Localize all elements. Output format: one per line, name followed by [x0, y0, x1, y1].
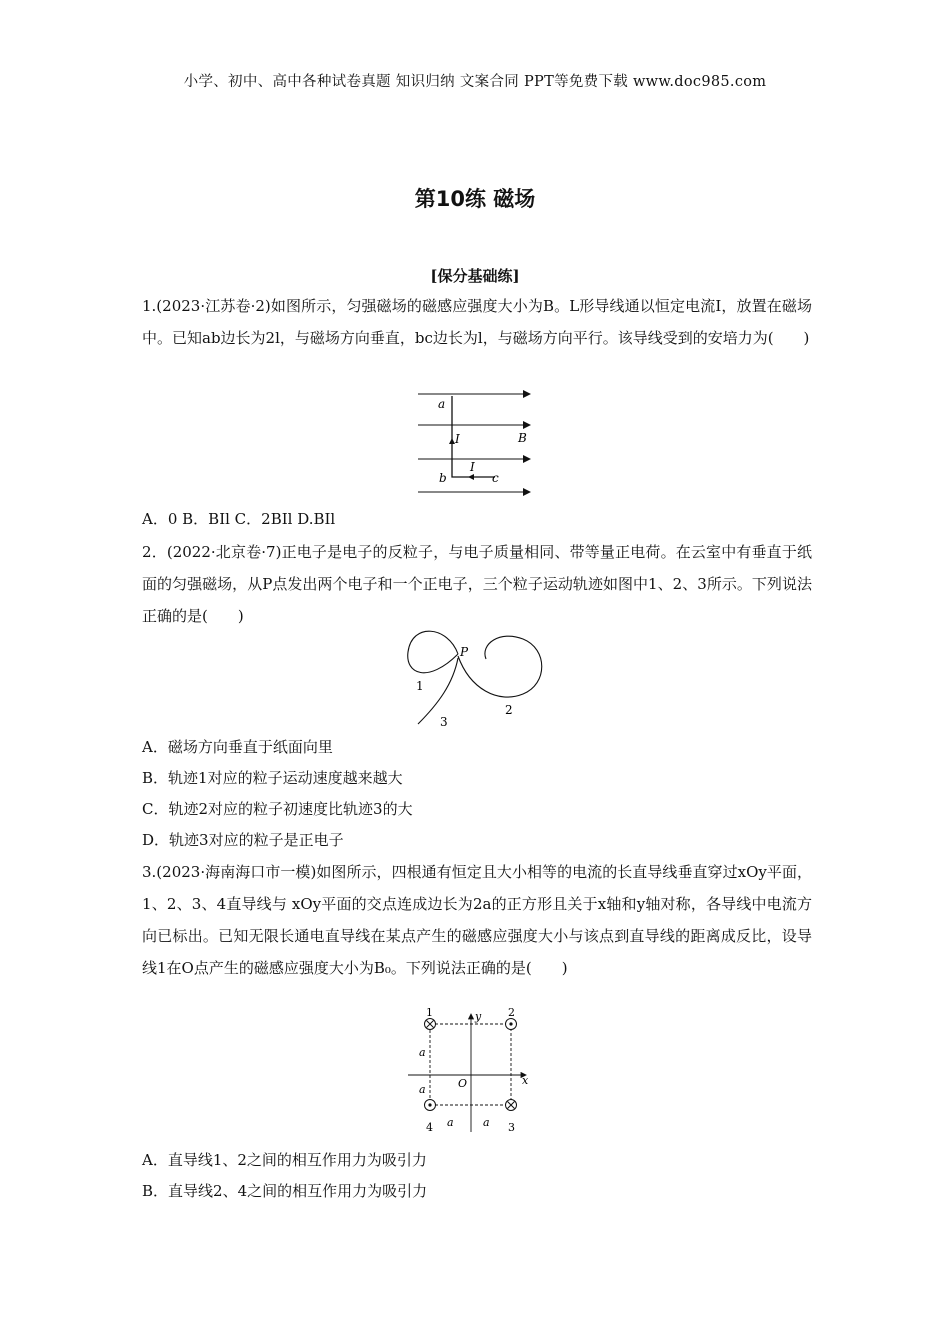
- question-2-option-c: C．轨迹2对应的粒子初速度比轨迹3的大: [142, 800, 413, 818]
- question-3-option-b: B．直导线2、4之间的相互作用力为吸引力: [142, 1182, 428, 1200]
- question-2-option-a: A．磁场方向垂直于纸面向里: [142, 738, 333, 756]
- label-a: a: [447, 1116, 454, 1129]
- label-B: B: [518, 431, 527, 445]
- question-1-figure: [410, 388, 540, 500]
- question-2-figure: [398, 624, 558, 732]
- question-2-option-d: D．轨迹3对应的粒子是正电子: [142, 831, 344, 849]
- label-2: 2: [505, 703, 513, 717]
- current-arrow-icon: [468, 474, 474, 480]
- label-P: P: [460, 645, 469, 659]
- dashed-square: [430, 1024, 511, 1105]
- label-wire-4: 4: [426, 1121, 433, 1134]
- question-3-figure: [404, 1008, 544, 1140]
- label-x: x: [522, 1074, 529, 1087]
- label-wire-1: 1: [426, 1008, 433, 1019]
- question-1-options: A．0 B．BIl C．2BIl D.BIl: [142, 510, 336, 528]
- label-3: 3: [440, 715, 448, 729]
- label-I: I: [470, 460, 475, 474]
- trajectory-1: [408, 631, 458, 673]
- section-heading: [保分基础练]: [430, 267, 520, 285]
- question-1-text: 1.(2023·江苏卷·2)如图所示，匀强磁场的磁感应强度大小为B。L形导线通以恒定电流I，放置在磁场中。已知ab边长为2l，与磁场方向垂直，bc边长为l，与磁场方向平行。该导线受到的安培力为( ): [142, 297, 812, 347]
- wire-into-page-icon: [506, 1100, 517, 1111]
- wire-into-page-icon: [425, 1019, 436, 1030]
- label-I: I: [455, 432, 460, 446]
- question-2-text: 2．(2022·北京卷·7)正电子是电子的反粒子，与电子质量相同、带等量正电荷。在云室中有垂直于纸面的匀强磁场，从P点发出两个电子和一个正电子，三个粒子运动轨迹如图中1、2、3所示。下列说法正确的是( ): [142, 543, 812, 625]
- trajectory-2: [458, 636, 542, 697]
- label-a: a: [419, 1083, 426, 1096]
- label-a: a: [419, 1046, 426, 1059]
- question-3-option-a: A．直导线1、2之间的相互作用力为吸引力: [142, 1151, 427, 1169]
- trajectory-3: [418, 658, 458, 724]
- question-3-text: 3.(2023·海南海口市一模)如图所示，四根通有恒定且大小相等的电流的长直导线垂直穿过xOy平面，1、2、3、4直导线与 xOy平面的交点连成边长为2a的正方形且关于x轴和y轴对称，各导线中电流方向已标出。已知无限长通电直导线在某点产生的磁感应强度大小与该点到直导线的距离成反比，设导线1在O点产生的磁感应强度大小为B₀。下列说法正确的是( ): [142, 863, 812, 977]
- label-y: y: [475, 1010, 482, 1023]
- label-origin: O: [458, 1077, 468, 1090]
- page-header: 小学、初中、高中各种试卷真题 知识归纳 文案合同 PPT等免费下载 www.doc985.com: [183, 74, 767, 90]
- page-title: 第10练 磁场: [414, 187, 536, 211]
- label-b: b: [439, 471, 447, 485]
- label-1: 1: [416, 679, 424, 693]
- label-a: a: [438, 397, 446, 411]
- question-2-option-b: B．轨迹1对应的粒子运动速度越来越大: [142, 769, 403, 787]
- label-a: a: [483, 1116, 490, 1129]
- label-c: c: [492, 471, 499, 485]
- label-wire-3: 3: [508, 1121, 515, 1134]
- label-wire-2: 2: [508, 1008, 515, 1019]
